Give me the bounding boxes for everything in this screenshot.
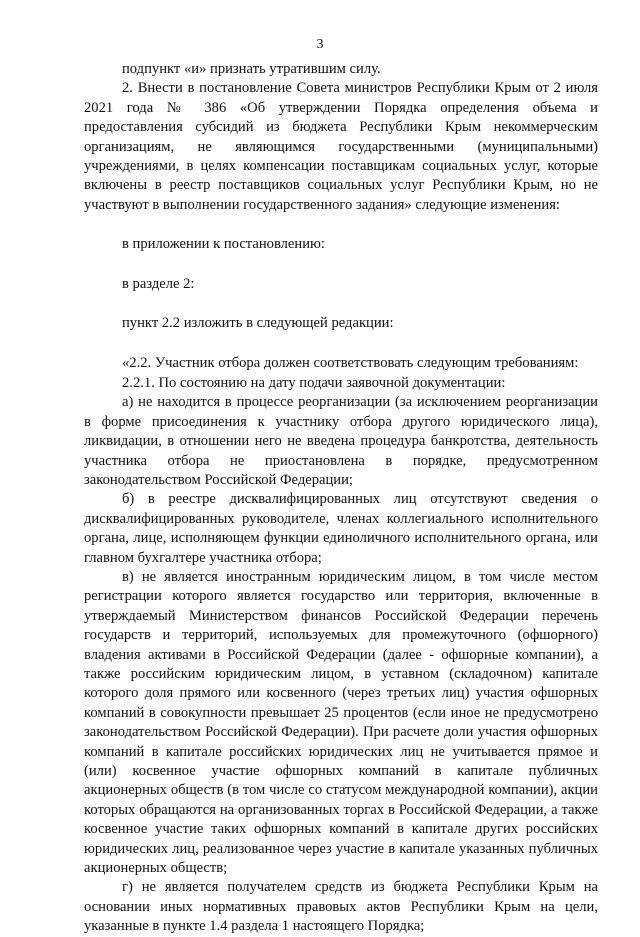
paragraph-in-appendix: в приложении к постановлению: (122, 236, 325, 253)
paragraph-b: б) в реестре дисквалифицированных лиц отсутствуют сведения о дисквалифицированных руководителе, членах коллегиального исполнительного органа, лице, исполняющем функции единоличного исполнительного органа, или главном бухгалтере участника отбора; (84, 491, 598, 566)
paragraph-in-section-2: в разделе 2: (122, 275, 195, 292)
paragraph-item-2: 2. Внести в постановление Совета министров Республики Крым от 2 июля 2021 года № 386 «Об утверждении Порядка определения объема и предоставления субсидий из бюджета Республики Крым некоммерческим организациям, не являющимся государственными (муниципальными) учреждениями, в целях компенсации поставщикам социальных услуг, которые включены в реестр поставщиков социальных услуг Республики Крым, но не участвуют в выполнении государственного задания» следующие изменения: (84, 80, 598, 213)
paragraph-g: г) не является получателем средств из бюджета Республики Крым на основании иных нормативных правовых актов Республики Крым на цели, указанные в пункте 1.4 раздела 1 настоящего Порядка; (84, 879, 598, 935)
paragraph-2-2-1: 2.2.1. По состоянию на дату подачи заявочной документации: (122, 374, 506, 391)
paragraph-subpoint-i: подпункт «и» признать утратившим силу. (122, 61, 381, 77)
paragraph-2-2-requirements: «2.2. Участник отбора должен соответствовать следующим требованиям: (122, 355, 579, 372)
page-number: 3 (316, 37, 324, 52)
paragraph-point-2-2-intro: пункт 2.2 изложить в следующей редакции: (122, 315, 394, 332)
paragraph-v: в) не является иностранным юридическим лицом, в том числе местом регистрации которого является государство или территория, включенные в утверждаемый Министерством финансов Российской Федерации перечень государств и территорий, используемых для промежуточного (офшорного) владения активами в Российской Федерации (далее - офшорные компании), а также российским юридическим лицом, в уставном (складочном) капитале которого доля прямого или косвенного (через третьих лиц) участия офшорных компаний в совокупности превышает 25 процентов (если иное не предусмотрено законодательством Российской Федерации). При расчете доли участия офшорных компаний в капитале российских юридических лиц не учитывается прямое и (или) косвенное участие офшорных компаний в капитале публичных акционерных обществ (в том числе со статусом международной компании), акции которых обращаются на организованных торгах в Российской Федерации, а также косвенное участие таких офшорных компаний в капитале других российских юридических лиц, реализованное через участие в капитале указанных публичных акционерных обществ; (84, 568, 598, 877)
document-body (84, 60, 598, 937)
paragraph-a: а) не находится в процессе реорганизации (за исключением реорганизации в форме присоединения к участнику отбора другого юридического лица), ликвидации, в отношении него не введена процедура банкротства, деятельность участника отбора не приостановлена в порядке, предусмотренном законодательством Российской Федерации; (84, 394, 598, 488)
